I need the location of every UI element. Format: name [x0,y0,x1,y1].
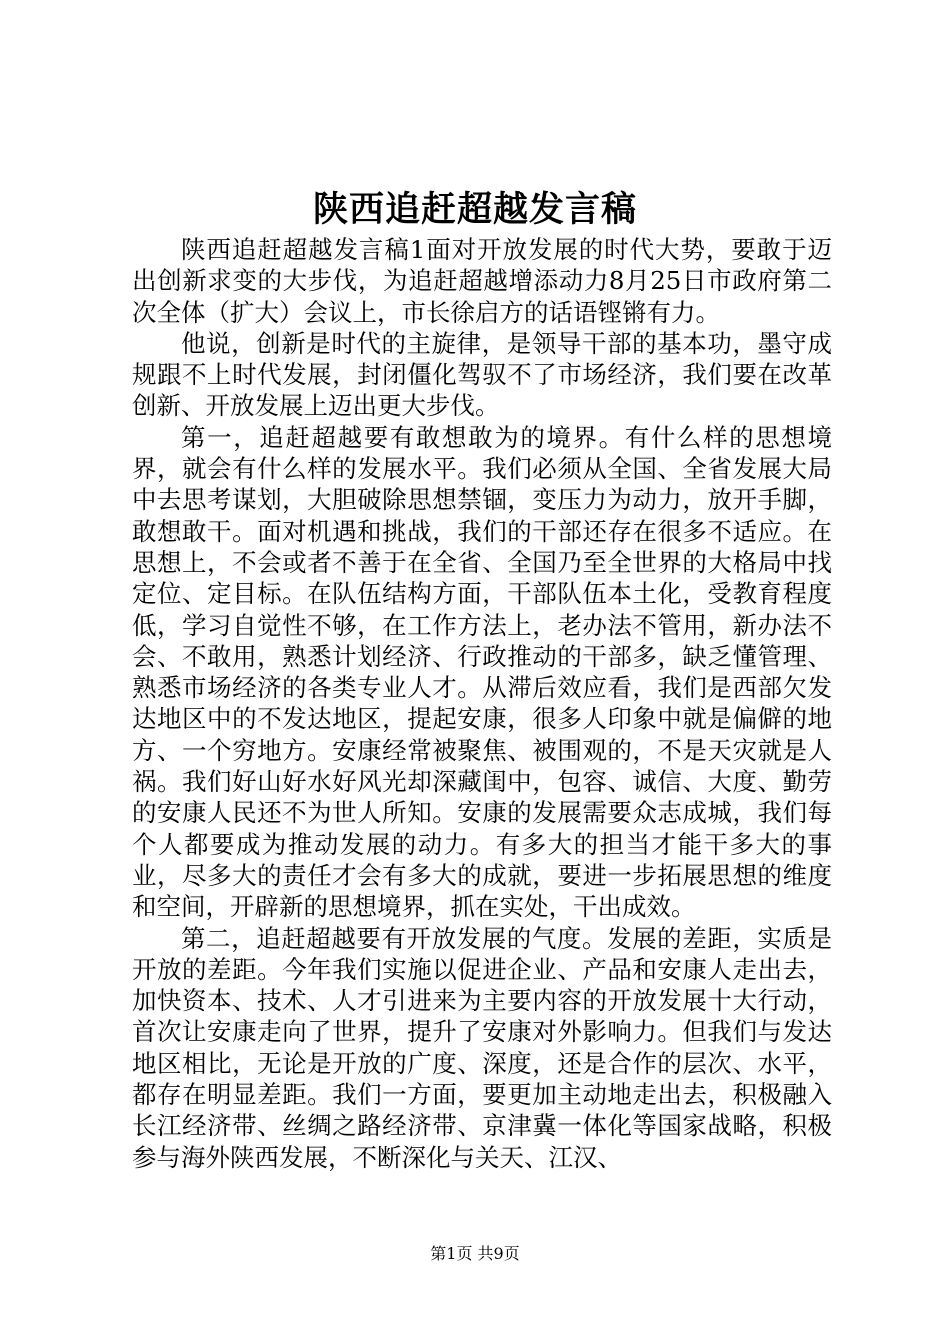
paragraph-3: 第一，追赶超越要有敢想敢为的境界。有什么样的思想境界，就会有什么样的发展水平。我们必须从全国、全省发展大局中去思考谋划，大胆破除思想禁锢，变压力为动力，放开手脚，敢想敢干。面对机遇和挑战，我们的干部还存在很多不适应。在思想上，不会或者不善于在全省、全国乃至全世界的大格局中找定位、定目标。在队伍结构方面，干部队伍本土化，受教育程度低，学习自觉性不够，在工作方法上，老办法不管用，新办法不会、不敢用，熟悉计划经济、行政推动的干部多，缺乏懂管理、熟悉市场经济的各类专业人才。从滞后效应看，我们是西部欠发达地区中的不发达地区，提起安康，很多人印象中就是偏僻的地方、一个穷地方。安康经常被聚焦、被围观的，不是天灾就是人祸。我们好山好水好风光却深藏闺中，包容、诚信、大度、勤劳的安康人民还不为世人所知。安康的发展需要众志成城，我们每个人都要成为推动发展的动力。有多大的担当才能干多大的事业，尽多大的责任才会有多大的成就，要进一步拓展思想的维度和空间，开辟新的思想境界，抓在实处，干出成效。 [132,422,832,922]
document-body [132,234,832,1173]
document-title: 陕西追赶超越发言稿 [312,189,637,230]
paragraph-1: 陕西追赶超越发言稿1面对开放发展的时代大势，要敢于迈出创新求变的大步伐，为追赶超越增添动力8月25日市政府第二次全体（扩大）会议上，市长徐启方的话语铿锵有力。 [132,235,832,327]
paragraph-2: 他说，创新是时代的主旋律，是领导干部的基本功，墨守成规跟不上时代发展，封闭僵化驾驭不了市场经济，我们要在改革创新、开放发展上迈出更大步伐。 [132,328,832,421]
page-footer: 第1页 共9页 [430,1244,520,1263]
paragraph-4: 第二，追赶超越要有开放发展的气度。发展的差距，实质是开放的差距。今年我们实施以促进企业、产品和安康人走出去，加快资本、技术、人才引进来为主要内容的开放发展十大行动，首次让安康走向了世界，提升了安康对外影响力。但我们与发达地区相比，无论是开放的广度、深度，还是合作的层次、水平，都存在明显差距。我们一方面，要更加主动地走出去，积极融入长江经济带、丝绸之路经济带、京津冀一体化等国家战略，积极参与海外陕西发展，不断深化与关天、江汉、 [132,923,832,1172]
